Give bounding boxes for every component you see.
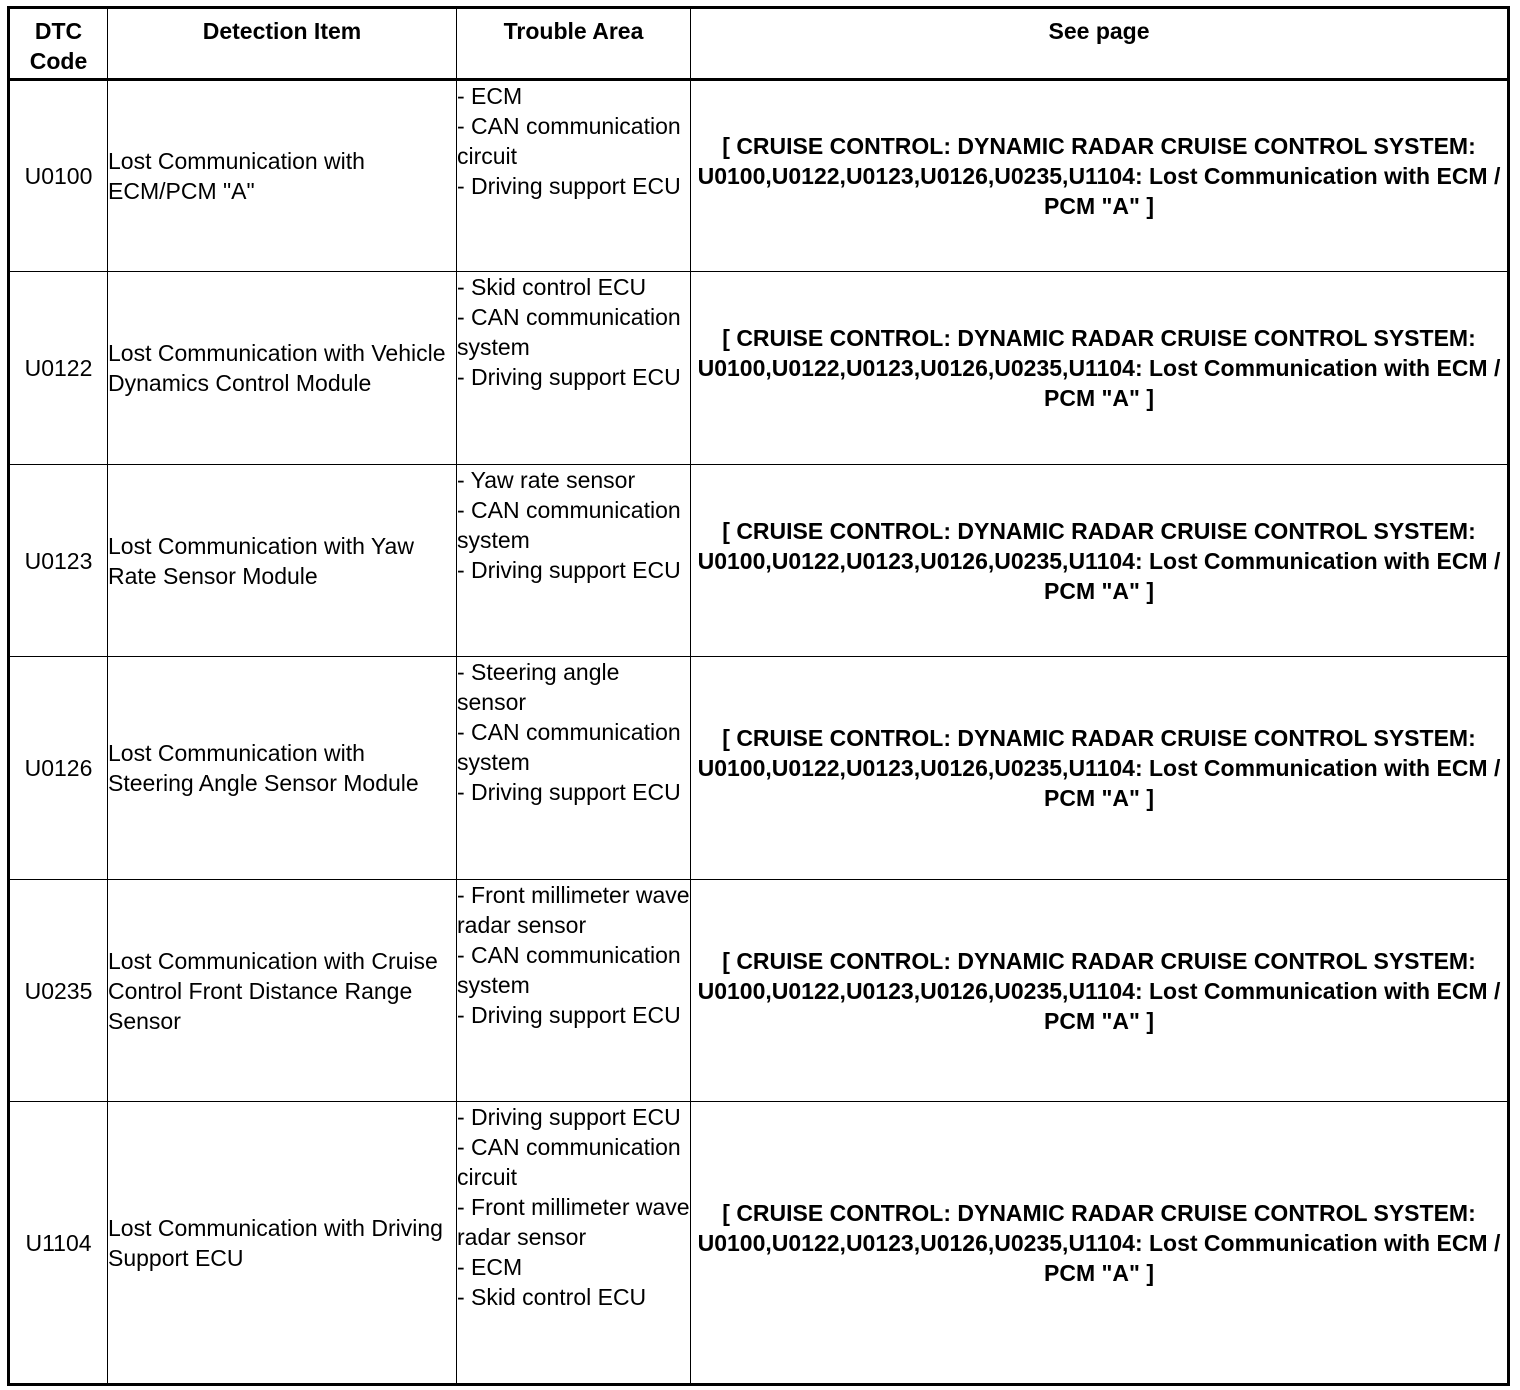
trouble-area-item: - CAN communication circuit xyxy=(457,1134,681,1190)
trouble-area-cell xyxy=(457,272,691,465)
trouble-area-item: - CAN communication system xyxy=(457,942,681,998)
table-row xyxy=(9,80,1509,272)
dtc-table xyxy=(7,6,1510,1386)
trouble-area-item: - Skid control ECU xyxy=(457,1284,647,1310)
dtc-code-cell: U0235 xyxy=(9,880,108,1102)
trouble-area-cell xyxy=(457,880,691,1102)
see-page-link[interactable]: [ CRUISE CONTROL: DYNAMIC RADAR CRUISE CONTROL SYSTEM: U0100,U0122,U0123,U0126,U0235,U1104: Lost Communication with ECM / PCM "A" ] xyxy=(691,880,1509,1102)
table-row xyxy=(9,657,1509,880)
trouble-area-item: - ECM xyxy=(457,83,523,109)
dtc-code-cell: U0122 xyxy=(9,272,108,465)
trouble-area-item: - ECM xyxy=(457,1254,523,1280)
trouble-area-item: - Driving support ECU xyxy=(457,364,681,390)
trouble-area-item: - CAN communication system xyxy=(457,497,681,553)
table-header-row xyxy=(9,8,1509,80)
trouble-area-item: - Front millimeter wave radar sensor xyxy=(457,882,690,938)
trouble-area-item: - CAN communication system xyxy=(457,719,681,775)
trouble-area-item: - Steering angle sensor xyxy=(457,659,620,715)
header-trouble-area: Trouble Area xyxy=(457,8,691,80)
detection-item-cell: Lost Communication with Cruise Control Front Distance Range Sensor xyxy=(108,880,457,1102)
detection-item-cell: Lost Communication with Steering Angle Sensor Module xyxy=(108,657,457,880)
see-page-link[interactable]: [ CRUISE CONTROL: DYNAMIC RADAR CRUISE CONTROL SYSTEM: U0100,U0122,U0123,U0126,U0235,U1104: Lost Communication with ECM / PCM "A" ] xyxy=(691,465,1509,657)
detection-item-cell: Lost Communication with ECM/PCM "A" xyxy=(108,80,457,272)
trouble-area-cell xyxy=(457,1102,691,1385)
trouble-area-item: - CAN communication circuit xyxy=(457,113,681,169)
dtc-code-cell: U0123 xyxy=(9,465,108,657)
trouble-area-item: - Driving support ECU xyxy=(457,1104,681,1130)
header-see-page: See page xyxy=(691,8,1509,80)
trouble-area-item: - Skid control ECU xyxy=(457,274,647,300)
trouble-area-item: - CAN communication system xyxy=(457,304,681,360)
table-row xyxy=(9,465,1509,657)
trouble-area-item: - Driving support ECU xyxy=(457,557,681,583)
header-dtc-code: DTC Code xyxy=(9,8,108,80)
see-page-link[interactable]: [ CRUISE CONTROL: DYNAMIC RADAR CRUISE CONTROL SYSTEM: U0100,U0122,U0123,U0126,U0235,U1104: Lost Communication with ECM / PCM "A" ] xyxy=(691,1102,1509,1385)
table-row xyxy=(9,880,1509,1102)
table-row xyxy=(9,1102,1509,1385)
trouble-area-item: - Driving support ECU xyxy=(457,1002,681,1028)
trouble-area-item: - Driving support ECU xyxy=(457,779,681,805)
dtc-code-cell: U0100 xyxy=(9,80,108,272)
trouble-area-cell xyxy=(457,465,691,657)
dtc-code-cell: U0126 xyxy=(9,657,108,880)
detection-item-cell: Lost Communication with Vehicle Dynamics Control Module xyxy=(108,272,457,465)
see-page-link[interactable]: [ CRUISE CONTROL: DYNAMIC RADAR CRUISE CONTROL SYSTEM: U0100,U0122,U0123,U0126,U0235,U1104: Lost Communication with ECM / PCM "A" ] xyxy=(691,657,1509,880)
header-detection-item: Detection Item xyxy=(108,8,457,80)
trouble-area-item: - Driving support ECU xyxy=(457,173,681,199)
dtc-code-cell: U1104 xyxy=(9,1102,108,1385)
table-row xyxy=(9,272,1509,465)
trouble-area-item: - Front millimeter wave radar sensor xyxy=(457,1194,690,1250)
see-page-link[interactable]: [ CRUISE CONTROL: DYNAMIC RADAR CRUISE CONTROL SYSTEM: U0100,U0122,U0123,U0126,U0235,U1104: Lost Communication with ECM / PCM "A" ] xyxy=(691,80,1509,272)
detection-item-cell: Lost Communication with Driving Support ECU xyxy=(108,1102,457,1385)
trouble-area-cell xyxy=(457,657,691,880)
trouble-area-item: - Yaw rate sensor xyxy=(457,467,636,493)
see-page-link[interactable]: [ CRUISE CONTROL: DYNAMIC RADAR CRUISE CONTROL SYSTEM: U0100,U0122,U0123,U0126,U0235,U1104: Lost Communication with ECM / PCM "A" ] xyxy=(691,272,1509,465)
detection-item-cell: Lost Communication with Yaw Rate Sensor Module xyxy=(108,465,457,657)
trouble-area-cell xyxy=(457,80,691,272)
